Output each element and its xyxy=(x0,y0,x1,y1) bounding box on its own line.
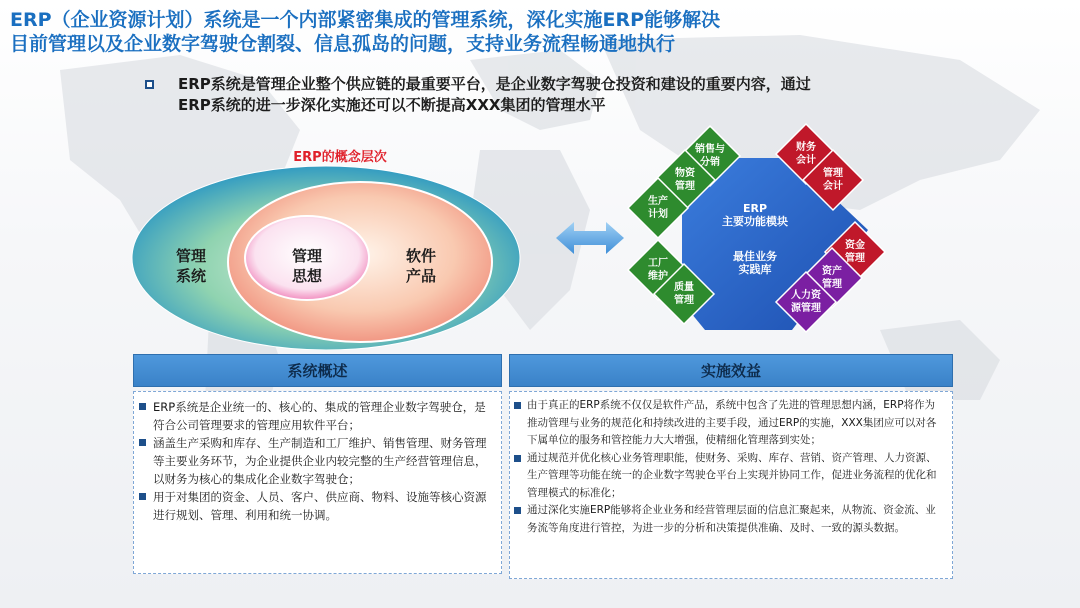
square-bullet-icon xyxy=(514,455,521,462)
outer-label: 管理 系统 xyxy=(175,247,206,285)
square-bullet-icon xyxy=(514,402,521,409)
square-bullet-icon xyxy=(145,80,154,89)
slide-title-line2: 目前管理以及企业数字驾驶仓割裂、信息孤岛的问题，支持业务流程畅通地执行 xyxy=(10,33,676,55)
slide-title-line1: ERP（企业资源计划）系统是一个内部紧密集成的管理系统，深化实施ERP能够解决 xyxy=(10,9,721,31)
list-item: 由于真正的ERP系统不仅仅是软件产品，系统中包含了先进的管理思想内涵，ERP将作为推动管理与业务的规范化和持续改进的主要手段，通过ERP的实施，XXX集团应可以对各下属单位的服务和管控能力大大增强，使精细化管理落到实处； xyxy=(514,397,944,450)
label-materials: 物资 管理 xyxy=(675,168,695,192)
label-production: 生产 计划 xyxy=(648,196,668,220)
double-arrow-icon xyxy=(556,222,624,254)
label-hr: 人力资 源管理 xyxy=(791,290,821,314)
list-item: 用于对集团的资金、人员、客户、供应商、物料、设施等核心资源进行规划、管理、利用和统一协调。 xyxy=(139,488,491,524)
intro-statement xyxy=(148,74,948,116)
square-bullet-icon xyxy=(139,439,146,446)
list-item: 通过规范并优化核心业务管理职能，使财务、采购、库存、营销、资产管理、人力资源、生产管理等功能在统一的企业数字驾驶仓平台上实现并协同工作，促进业务流程的优化和管理模式的标准化； xyxy=(514,450,944,503)
square-bullet-icon xyxy=(514,507,521,514)
overview-header: 系统概述 xyxy=(133,354,502,387)
overview-panel xyxy=(133,391,502,574)
concept-title: ERP的概念层次 xyxy=(293,150,387,165)
label-sales: 销售与 分销 xyxy=(695,144,725,168)
inner-label: 管理 思想 xyxy=(291,247,322,285)
slide-title xyxy=(10,8,1070,56)
middle-label: 软件 产品 xyxy=(405,247,436,285)
benefits-header: 实施效益 xyxy=(509,354,953,387)
erp-core-subtitle: 最佳业务 实践库 xyxy=(733,250,777,276)
square-bullet-icon xyxy=(139,493,146,500)
label-finance: 财务 会计 xyxy=(796,142,816,166)
label-quality: 质量 管理 xyxy=(674,282,694,306)
list-item: 通过深化实施ERP能够将企业业务和经营管理层面的信息汇聚起来，从物流、资金流、业务流等角度进行管控，为进一步的分析和决策提供准确、及时、一致的源头数据。 xyxy=(514,502,944,537)
benefits-panel xyxy=(509,391,953,579)
erp-core-title: ERP 主要功能模块 xyxy=(722,202,788,228)
intro-line2: ERP系统的进一步深化实施还可以不断提高XXX集团的管理水平 xyxy=(178,96,606,114)
list-item: 涵盖生产采购和库存、生产制造和工厂维护、销售管理、财务管理等主要业务环节，为企业提供企业内较完整的生产经营管理信息，以财务为核心的集成化企业数字驾驶仓； xyxy=(139,434,491,488)
label-maintenance: 工厂 维护 xyxy=(648,258,668,282)
label-assets: 资产 管理 xyxy=(822,266,842,290)
label-treasury: 资金 管理 xyxy=(845,240,865,264)
square-bullet-icon xyxy=(139,403,146,410)
intro-line1: ERP系统是管理企业整个供应链的最重要平台，是企业数字驾驶仓投资和建设的重要内容，通过 xyxy=(178,75,811,93)
label-mgmt-accounting: 管理 会计 xyxy=(823,168,843,192)
list-item: ERP系统是企业统一的、核心的、集成的管理企业数字驾驶仓，是符合公司管理要求的管理应用软件平台； xyxy=(139,398,491,434)
